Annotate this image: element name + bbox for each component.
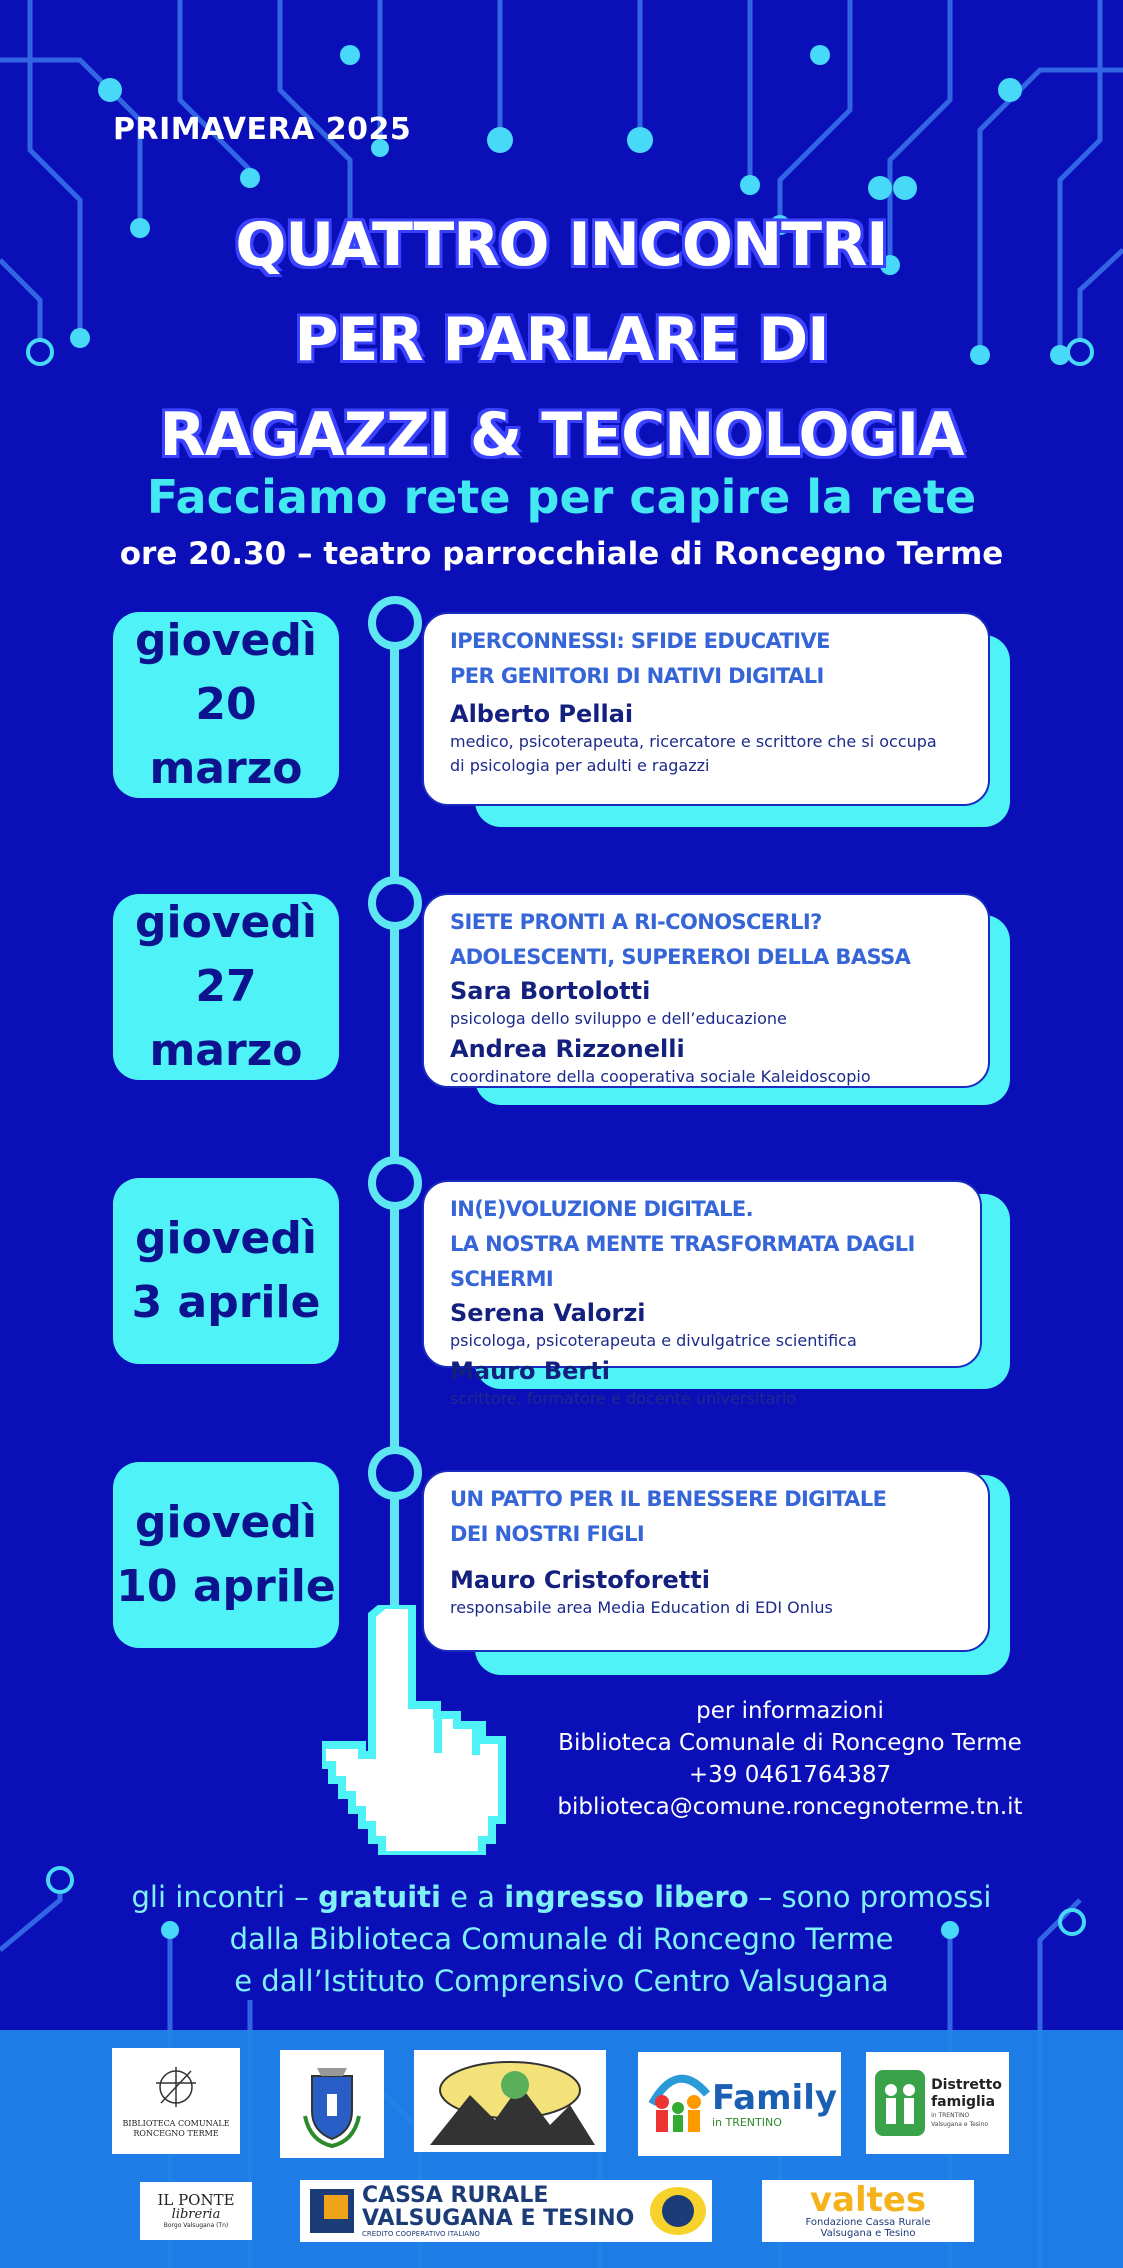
promo-highlight: gratuiti xyxy=(318,1880,441,1914)
event-day: giovedì xyxy=(135,615,317,667)
title-line-2: PER PARLARE DI xyxy=(294,305,829,375)
event-date-box xyxy=(113,1178,339,1364)
event-date: 3 aprile xyxy=(131,1277,321,1328)
event-date: 27 marzo xyxy=(149,961,303,1076)
info-organization: Biblioteca Comunale di Roncegno Terme xyxy=(558,1730,1022,1756)
event-title-line: UN PATTO PER IL BENESSERE DIGITALE xyxy=(450,1487,887,1511)
distretto-family-icon xyxy=(873,2068,927,2138)
ponte-logo-text: libreria xyxy=(171,2207,221,2222)
valtes-logo-subtext: Fondazione Cassa Rurale xyxy=(805,2217,931,2228)
promo-line-1 xyxy=(0,1876,1123,1918)
event-date: 20 marzo xyxy=(149,679,303,794)
cassa-rurale-logo xyxy=(300,2180,712,2242)
speaker-description: di psicologia per adulti e ragazzi xyxy=(450,756,710,775)
distretto-famiglia-logo xyxy=(866,2052,1009,2154)
pointer-hand-icon xyxy=(322,1605,522,1855)
municipality-crest xyxy=(280,2050,384,2158)
school-logo xyxy=(414,2050,606,2152)
credito-cooperativo-icon xyxy=(648,2184,708,2238)
timeline-node xyxy=(368,1156,422,1210)
event-card xyxy=(422,1180,982,1408)
coat-of-arms-icon xyxy=(297,2056,367,2152)
event-title-line: IN(E)VOLUZIONE DIGITALE. xyxy=(450,1197,754,1221)
speaker-description: medico, psicoterapeuta, ricercatore e scrittore che si occupa xyxy=(450,732,937,751)
timeline-node xyxy=(368,596,422,650)
event-date-box xyxy=(113,1462,339,1648)
speaker-description: coordinatore della cooperativa sociale Kaleidoscopio xyxy=(450,1067,871,1086)
ponte-logo-subtext: Borgo Valsugana (Tn) xyxy=(163,2222,229,2229)
speaker-name: Serena Valorzi xyxy=(450,1299,646,1327)
speaker-description: responsabile area Media Education di EDI Onlus xyxy=(450,1598,833,1617)
promo-text: e a xyxy=(440,1880,505,1914)
mountains-emblem-icon xyxy=(420,2055,600,2147)
event-title-line: LA NOSTRA MENTE TRASFORMATA DAGLI SCHERMI xyxy=(450,1232,915,1291)
biblioteca-logo-text: BIBLIOTECA COMUNALE xyxy=(122,2119,230,2128)
event-title-line: PER GENITORI DI NATIVI DIGITALI xyxy=(450,664,824,688)
subtitle: Facciamo rete per capire la rete xyxy=(146,470,977,524)
distretto-logo-text: famiglia xyxy=(931,2094,996,2110)
promo-text: gli incontri – xyxy=(131,1880,319,1914)
speaker-name: Sara Bortolotti xyxy=(450,977,651,1005)
family-logo-text: Family xyxy=(711,2077,838,2118)
promo-highlight: ingresso libero xyxy=(504,1880,749,1914)
ponte-logo-text: IL PONTE xyxy=(157,2191,235,2209)
event-card xyxy=(422,612,990,806)
speaker-name: Alberto Pellai xyxy=(450,700,634,728)
promo-line-3: e dall’Istituto Comprensivo Centro Valsugana xyxy=(234,1964,889,1998)
cassa-logo-text: VALSUGANA E TESINO xyxy=(362,2205,635,2231)
event-card xyxy=(422,893,990,1088)
valtes-logo xyxy=(762,2180,974,2242)
info-heading: per informazioni xyxy=(696,1698,884,1724)
biblioteca-logo-text: RONCEGNO TERME xyxy=(133,2129,219,2138)
il-ponte-libreria-logo xyxy=(140,2182,252,2240)
cassa-rurale-square-icon xyxy=(310,2189,354,2233)
event-date-box xyxy=(113,612,339,798)
event-date: 10 aprile xyxy=(116,1561,336,1612)
venue-line: ore 20.30 – teatro parrocchiale di Roncegno Terme xyxy=(119,536,1004,572)
family-logo-subtext: in TRENTINO xyxy=(711,2115,782,2129)
cassa-logo-text: CASSA RURALE xyxy=(362,2182,549,2208)
event-title-line: IPERCONNESSI: SFIDE EDUCATIVE xyxy=(450,629,830,653)
family-in-trentino-logo xyxy=(638,2052,841,2156)
title-line-1: QUATTRO INCONTRI xyxy=(235,210,888,280)
event-title-line: SIETE PRONTI A RI-CONOSCERLI? xyxy=(450,910,822,934)
biblioteca-logo xyxy=(112,2048,240,2154)
family-figures-icon xyxy=(642,2064,712,2144)
speaker-name: Mauro Berti xyxy=(450,1357,610,1385)
speaker-name: Andrea Rizzonelli xyxy=(450,1035,685,1063)
distretto-logo-subtext: in TRENTINO xyxy=(931,2112,970,2119)
promo-line-2: dalla Biblioteca Comunale di Roncegno Terme xyxy=(229,1922,894,1956)
event-title-line: DEI NOSTRI FIGLI xyxy=(450,1522,645,1546)
speaker-description: psicologa, psicoterapeuta e divulgatrice scientifica xyxy=(450,1331,857,1350)
timeline-node xyxy=(368,1446,422,1500)
speaker-name: Mauro Cristoforetti xyxy=(450,1566,710,1594)
event-day: giovedì xyxy=(135,1497,317,1549)
distretto-logo-text: Distretto xyxy=(931,2077,1002,2093)
event-title-line: ADOLESCENTI, SUPEREROI DELLA BASSA xyxy=(450,945,911,969)
event-date-box xyxy=(113,894,339,1080)
season-label: PRIMAVERA 2025 xyxy=(113,112,412,147)
promo-text: – sono promossi xyxy=(748,1880,992,1914)
speaker-description: scrittore, formatore e docente universitario xyxy=(450,1389,797,1408)
cassa-logo-subtext: CREDITO COOPERATIVO ITALIANO xyxy=(362,2229,480,2238)
biblioteca-emblem-icon xyxy=(141,2063,211,2119)
event-day: giovedì xyxy=(135,897,317,949)
valtes-logo-subtext: Valsugana e Tesino xyxy=(820,2228,916,2239)
title-line-3: RAGAZZI & TECNOLOGIA xyxy=(159,400,964,470)
distretto-logo-subtext: Valsugana e Tesino xyxy=(931,2121,989,2128)
info-email: biblioteca@comune.roncegnoterme.tn.it xyxy=(557,1794,1023,1820)
info-phone: +39 0461764387 xyxy=(688,1762,892,1788)
speaker-description: psicologa dello sviluppo e dell’educazione xyxy=(450,1009,787,1028)
event-day: giovedì xyxy=(135,1213,317,1265)
timeline-node xyxy=(368,876,422,930)
valtes-logo-text: valtes xyxy=(809,2180,927,2220)
